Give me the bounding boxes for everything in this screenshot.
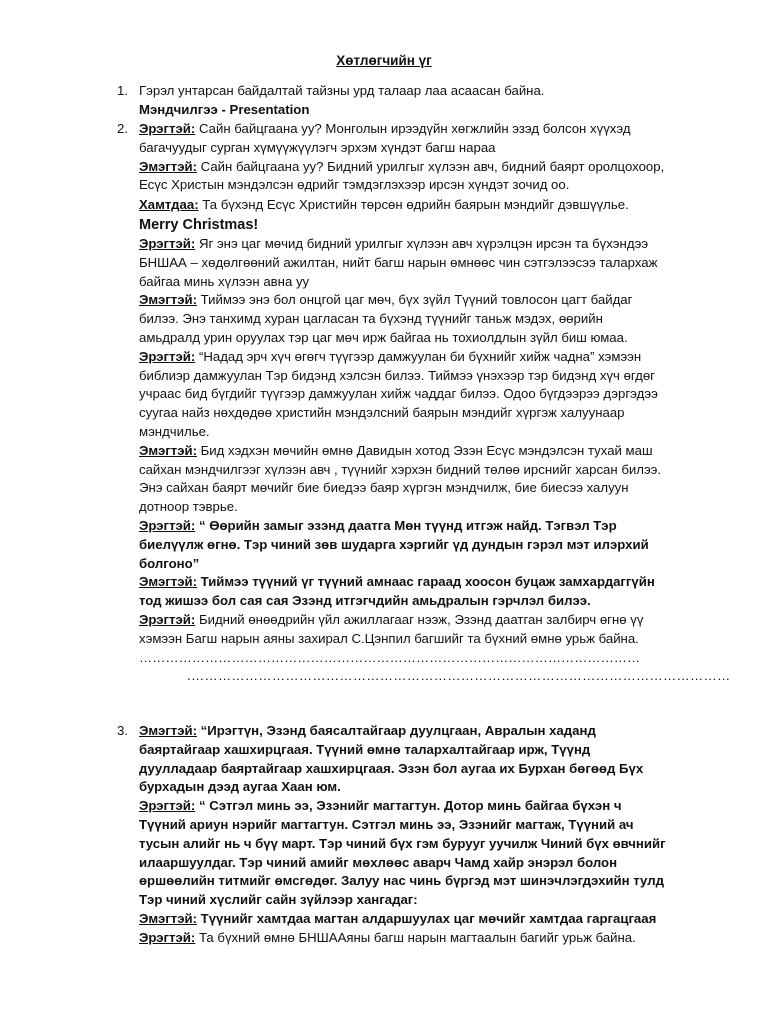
dialogue-line	[139, 929, 667, 948]
speaker-label: Эрэгтэй:	[139, 121, 196, 136]
dialogue-text: Бид хэдхэн мөчийн өмнө Давидын хотод Эзэн Есүс мэндэлсэн тухай маш сайхан мэндчилгээг хүлээн авч , түүнийг хэрхэн бидний төлөө ирснийг харсан билээ. Энэ сайхан баярт мөчийг бие биедээ баяр хүргэн мэндчилж, бие биесээ халуун дотноор тэврье.	[139, 442, 662, 515]
dialogue-line	[139, 120, 667, 158]
dialogue-line	[139, 797, 667, 910]
dialogue-text: “ Сэтгэл минь ээ, Эзэнийг магтагтун. Дотор минь байгаа бүхэн ч Түүний ариун нэрийг магтагтун. Сэтгэл минь ээ, Эзэнийг магтаж, Түүний ач тусын алийг нь ч бүү март. Тэр чиний бүх гэм бурууг уучилж Чиний бүх өвчнийг илааршуулдаг. Тэр чиний амийг мөхлөөс аварч Чамд хайр энэрэл болон өршөөлийн титмийг өмсгөдөг. Залуу нас чинь бүргэд мэт шинэчлэгдэхийн тулд Тэр чиний хүслийг сайн зүйлээр хангадаг:	[139, 798, 666, 908]
dialogue-line	[139, 573, 667, 611]
dialogue-line	[139, 517, 667, 573]
dialogue-text: Та бүхэнд Есүс Христийн төрсөн өдрийн баярын мэндийг дэвшүүлье.	[198, 197, 629, 213]
speaker-label: Эрэгтэй:	[139, 611, 196, 627]
dialogue-text: Түүнийг хамтдаа магтан алдаршуулах цаг мөчийг хамтдаа гаргацгаая	[196, 910, 657, 926]
speaker-label: Эмэгтэй:	[139, 158, 197, 174]
speaker-label: Эмэгтэй:	[139, 292, 197, 308]
speaker-label: Эмэгтэй:	[139, 442, 197, 458]
dialogue-line	[139, 348, 667, 442]
section-heading: Мэндчилгээ - Presentation	[139, 101, 310, 117]
dialogue-text: Та бүхний өмнө БНШААяны багш нарын магтаалын багийг урьж байна.	[195, 929, 636, 945]
speaker-label: Эрэгтэй:	[139, 348, 196, 364]
speaker-label: Эрэгтэй:	[139, 798, 196, 814]
item-number: 2.	[117, 121, 128, 136]
merry-christmas-heading: Merry Christmas!	[139, 216, 259, 233]
dialogue-text: Тиймээ түүний үг түүний амнаас гараад хоосон буцаж замхардаггүйн тод жишээ бол сая сая Эзэнд итгэгчдийн амьдралын гэрчлэл билээ.	[139, 574, 655, 609]
item-number: 3.	[117, 723, 128, 738]
dialogue-line	[139, 442, 667, 517]
stage-direction: Гэрэл унтарсан байдалтай тайзны урд талаар лаа асаасан байна.	[139, 83, 545, 98]
speaker-label: Эмэгтэй:	[139, 910, 197, 926]
dialogue-text: “ Өөрийн замыг эзэнд даатга Мөн түүнд итгэж найд. Тэгвэл Тэр биелүүлж өгнө. Тэр чиний зөв шударга хэргийг үд дундын гэрэл мэт илэрхий болгоно”	[139, 517, 649, 571]
dialogue-text: “Надад эрч хүч өгөгч түүгээр дамжуулан би бүхнийг хийж чадна” хэмээн библиэр дамжуулан Тэр бидэнд хэлсэн билээ. Тиймээ үнэхээр тэр бидэнд хүч өгдөг учраас бид бүгдийг түүгээр дамжуулан хийж чаддаг билээ. Одоо бүгдээрээ дэргэдээ суугаа найз нөхдөдөө христийн мэндэлсний баярын мэндийг хүргэж халуунаар мэндчилье.	[139, 348, 658, 439]
dialogue-line	[139, 291, 667, 347]
dialogue-line	[139, 910, 667, 929]
speaker-label: Эрэгтэй:	[139, 235, 196, 251]
dialogue-text: Бидний өнөөдрийн үйл ажиллагааг нээж, Эзэнд даатган залбирч өгнө үү хэмээн Багш нарын аяны захирал С.Цэнпил багшийг та бүхний өмнө урьж байна. ……………………………………………………………………………………………………	[139, 611, 644, 665]
page-title: Хөтлөгчийн үг	[336, 53, 432, 68]
dialogue-text: Тиймээ энэ бол онцгой цаг мөч, бүх зүйл Түүний товлосон цагт байдаг билээ. Энэ танхимд хуран цагласан та бүхэнд түүнийг таньж мэдэх, өөрийн амьдралд урин оруулах тэр цаг мөч ирж байгаа нь тохиолдлын зүйл биш юмаа.	[139, 292, 633, 345]
dialogue-text: Сайн байцгаана уу? Монголын ирээдүйн хөгжлийн эзэд болсон хүүхэд багачуудыг сурган хүмүүжүүлэгч эрхэм хүндэт багш нараа	[139, 121, 631, 155]
dialogue-line	[139, 611, 667, 667]
dialogue-line	[139, 722, 667, 797]
dotted-line: .…………………………………………………………………………………………………………	[187, 667, 731, 683]
speaker-label: Эрэгтэй:	[139, 929, 196, 945]
dialogue-line	[139, 235, 667, 291]
dialogue-text: “Ирэгтүн, Эзэнд баясалтайгаар дуулцгаан, Авралын хаданд баяртайгаар хашхирцгаая. Түүний өмнө талархалтайгаар ирж, Түүнд дуулладаар баяртайгаар хашхирцгаая. Эзэн бол аугаа их Бурхан бөгөөд Бүх бурхадын дээд аугаа Хаан юм.	[139, 723, 644, 795]
dialogue-line	[139, 158, 667, 196]
dialogue-text: Яг энэ цаг мөчид бидний урилгыг хүлээн авч хүрэлцэн ирсэн та бүхэндээ БНШАА – хөдөлгөөний ажилтан, нийт багш нарын өмнөөс чин сэтгэлээсээ талархаж байгаа минь хүлээн авна уу	[139, 235, 658, 289]
dialogue-text: Сайн байцгаана уу? Бидний урилгыг хүлээн авч, бидний баярт оролцохоор, Есүс Христын мэндэлсэн өдрийг тэмдэглэхээр ирсэн хүндэт зочид оо.	[139, 158, 665, 193]
speaker-label: Эрэгтэй:	[139, 517, 196, 533]
speaker-label: Хамтдаа:	[139, 197, 199, 213]
speaker-label: Эмэгтэй:	[139, 574, 197, 590]
dialogue-line	[139, 196, 667, 215]
speaker-label: Эмэгтэй:	[139, 723, 197, 738]
item-number: 1.	[117, 83, 128, 98]
